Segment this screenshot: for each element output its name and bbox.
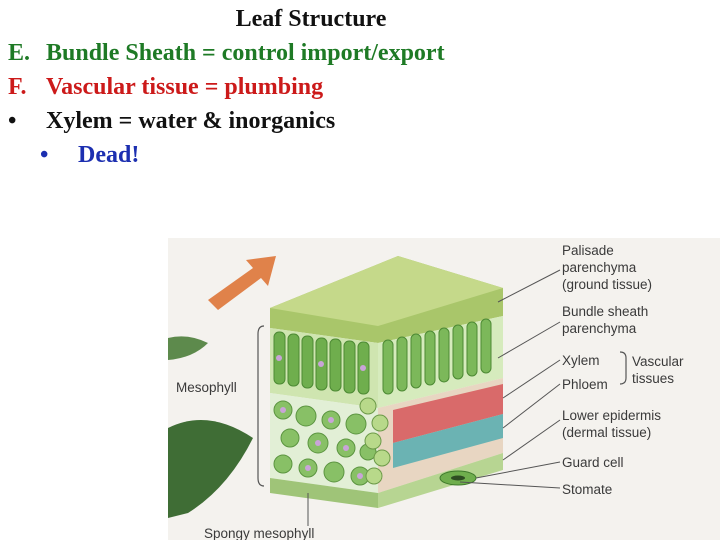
label-lower-epidermis-1: Lower epidermis — [562, 408, 662, 423]
bullet-text: Dead! — [78, 142, 140, 168]
bullet-text: Bundle Sheath = control import/export — [46, 40, 445, 66]
label-palisade-2: parenchyma — [562, 260, 637, 275]
bullet-marker: F. — [8, 74, 27, 100]
label-vascular-1: Vascular — [632, 354, 684, 369]
bullet-xylem — [8, 108, 335, 135]
bullet-vascular-tissue — [8, 74, 323, 101]
bullet-text: Xylem = water & inorganics — [46, 108, 336, 134]
leaf-diagram — [168, 238, 720, 540]
label-palisade-3: (ground tissue) — [562, 277, 653, 292]
label-bundle-sheath-2: parenchyma — [562, 321, 637, 336]
slide-title: Leaf Structure — [235, 6, 387, 32]
bullet-bundle-sheath — [8, 40, 445, 67]
label-stomate: Stomate — [562, 482, 613, 497]
bullet-marker: • — [40, 142, 49, 168]
label-bundle-sheath-1: Bundle sheath — [562, 304, 649, 319]
label-spongy-mesophyll: Spongy mesophyll — [204, 526, 315, 540]
label-phloem: Phloem — [562, 377, 608, 392]
label-xylem: Xylem — [562, 353, 600, 368]
bullet-marker: E. — [8, 40, 31, 66]
label-palisade-1: Palisade — [562, 243, 614, 258]
leaf-cross-section-figure — [168, 238, 720, 540]
bullet-text: Vascular tissue = plumbing — [46, 74, 324, 100]
label-lower-epidermis-2: (dermal tissue) — [562, 425, 652, 440]
label-guard-cell: Guard cell — [562, 455, 624, 470]
bullet-marker: • — [8, 108, 17, 134]
stomate-shape — [451, 476, 465, 481]
label-mesophyll: Mesophyll — [176, 380, 237, 395]
bullet-dead — [40, 142, 139, 169]
label-vascular-2: tissues — [632, 371, 675, 386]
